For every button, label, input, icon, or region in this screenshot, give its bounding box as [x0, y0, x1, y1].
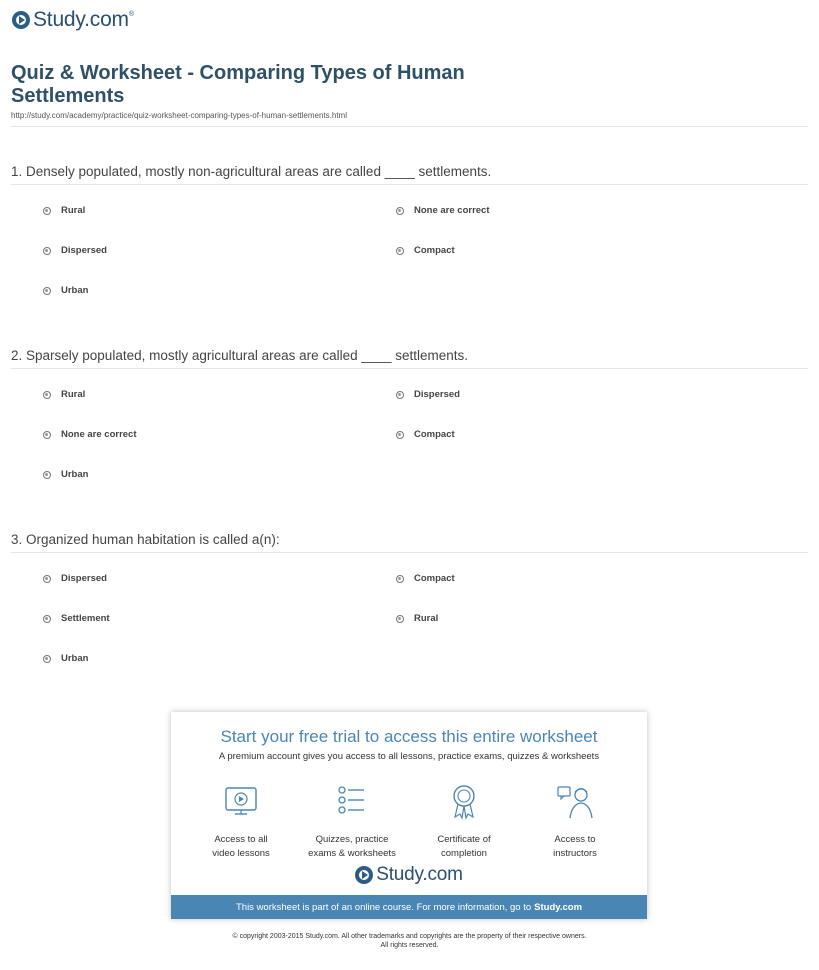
promo-study-logo[interactable] [171, 864, 647, 886]
radio-icon[interactable] [43, 207, 51, 215]
answer-option[interactable] [396, 205, 490, 216]
answer-label: Dispersed [61, 245, 107, 256]
answer-label: None are correct [61, 429, 137, 440]
answer-option[interactable] [396, 429, 455, 440]
answer-label: Dispersed [61, 573, 107, 584]
answer-option[interactable] [43, 653, 88, 664]
answer-label: Compact [414, 573, 455, 584]
question-divider [11, 552, 808, 553]
feature-certificate [414, 782, 514, 861]
promo-heading: Start your free trial to access this entire worksheet [220, 727, 598, 746]
radio-icon[interactable] [43, 391, 51, 399]
answer-label: Urban [61, 653, 89, 664]
answer-option[interactable] [43, 205, 85, 216]
answer-label: Rural [61, 389, 86, 400]
feature-label-line2: exams & worksheets [308, 848, 396, 859]
feature-label-line2: completion [441, 848, 487, 859]
copyright-notice [0, 932, 819, 950]
certificate-icon [444, 782, 484, 822]
answer-option[interactable] [43, 285, 88, 296]
promo-bar-link[interactable]: Study.com [534, 901, 583, 913]
radio-icon[interactable] [396, 431, 404, 439]
radio-icon[interactable] [396, 207, 404, 215]
answer-option[interactable] [43, 469, 88, 480]
page-url[interactable]: http://study.com/academy/practice/quiz-worksheet-comparing-types-of-human-settlements.html [11, 111, 347, 120]
answer-label: Urban [61, 285, 89, 296]
copyright-line2: All rights reserved. [380, 942, 439, 949]
logo-trademark: ® [128, 11, 135, 18]
free-trial-promo [171, 712, 647, 919]
answer-option[interactable] [43, 245, 107, 256]
promo-subheading: A premium account gives you access to all lessons, practice exams, quizzes & worksheets [218, 751, 600, 762]
play-logo-icon [12, 11, 30, 29]
feature-instructors [525, 782, 625, 861]
feature-label-line2: instructors [553, 848, 597, 859]
question-1 [11, 164, 808, 185]
question-divider [11, 368, 808, 369]
question-divider [11, 184, 808, 185]
feature-label-line1: Access to [554, 834, 596, 845]
copyright-line1: © copyright 2003-2015 Study.com. All other trademarks and copyrights are the property of their respective owners. [232, 933, 587, 940]
answer-option[interactable] [396, 245, 455, 256]
radio-icon[interactable] [43, 287, 51, 295]
answer-option[interactable] [43, 389, 85, 400]
radio-icon[interactable] [396, 575, 404, 583]
answer-label: None are correct [414, 205, 490, 216]
play-logo-icon [355, 866, 373, 884]
feature-video-lessons [191, 782, 291, 861]
radio-icon[interactable] [396, 615, 404, 623]
feature-label-line2: video lessons [212, 848, 270, 859]
radio-icon[interactable] [396, 391, 404, 399]
answer-label: Settlement [61, 613, 110, 624]
answer-label: Compact [414, 245, 455, 256]
radio-icon[interactable] [43, 655, 51, 663]
feature-label-line1: Quizzes, practice [315, 834, 389, 845]
study-logo[interactable] [12, 8, 134, 32]
feature-label-line1: Access to all [214, 834, 268, 845]
answer-label: Rural [61, 205, 86, 216]
question-text: 1. Densely populated, mostly non-agricultural areas are called ____ settlements. [11, 164, 492, 179]
question-3 [11, 532, 808, 553]
radio-icon[interactable] [43, 615, 51, 623]
feature-label-line1: Certificate of [437, 834, 491, 845]
question-text: 3. Organized human habitation is called a(n): [11, 532, 280, 547]
radio-icon[interactable] [43, 247, 51, 255]
radio-icon[interactable] [43, 575, 51, 583]
page-title: Quiz & Worksheet - Comparing Types of Human Settlements [11, 62, 465, 107]
quiz-list-icon [332, 782, 372, 822]
answer-label: Dispersed [414, 389, 460, 400]
logo-text: Study.com [33, 8, 129, 31]
radio-icon[interactable] [43, 471, 51, 479]
promo-info-bar [171, 895, 647, 919]
instructor-icon [555, 782, 595, 822]
answer-option[interactable] [396, 573, 455, 584]
answer-option[interactable] [43, 613, 110, 624]
promo-bar-text: This worksheet is part of an online course. For more information, go to [235, 901, 532, 913]
feature-quizzes [302, 782, 402, 861]
radio-icon[interactable] [43, 431, 51, 439]
answer-label: Compact [414, 429, 455, 440]
promo-logo-text: Study.com [376, 864, 463, 885]
video-lesson-icon [221, 782, 261, 822]
answer-option[interactable] [43, 429, 137, 440]
question-text: 2. Sparsely populated, mostly agricultural areas are called ____ settlements. [11, 348, 468, 363]
question-2 [11, 348, 808, 369]
radio-icon[interactable] [396, 247, 404, 255]
header-divider [11, 126, 808, 127]
answer-option[interactable] [396, 389, 460, 400]
answer-label: Rural [414, 613, 439, 624]
answer-label: Urban [61, 469, 89, 480]
answer-option[interactable] [43, 573, 107, 584]
answer-option[interactable] [396, 613, 438, 624]
